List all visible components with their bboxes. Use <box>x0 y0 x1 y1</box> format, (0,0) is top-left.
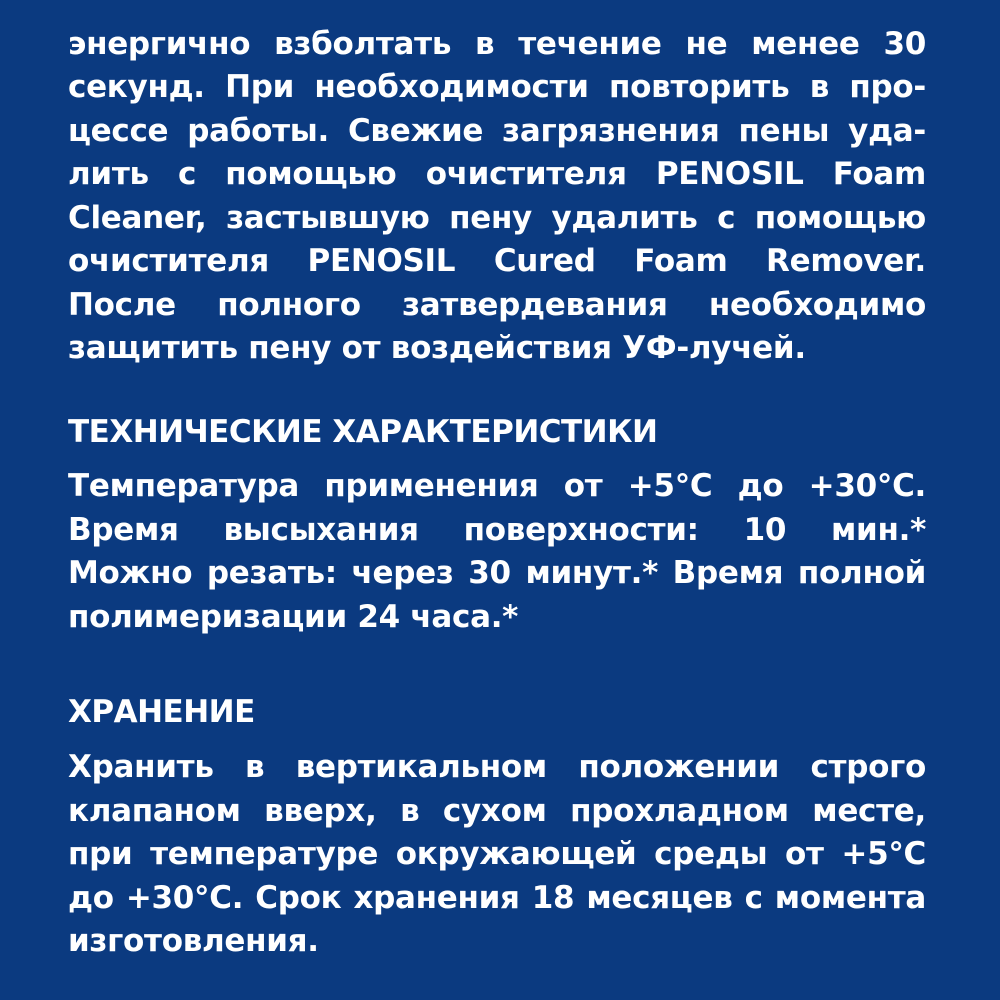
clipped-top-line <box>68 0 926 23</box>
text-line: секунд. При необходимости повторить в про- <box>68 69 926 105</box>
storage-heading: ХРАНЕНИЕ <box>68 694 255 730</box>
text-line: После полного затвердевания необходимо <box>68 286 926 323</box>
text-line: Cleaner, застывшую пену удалить с помощью <box>68 199 926 236</box>
technical-heading: ТЕХНИЧЕСКИЕ ХАРАКТЕРИСТИКИ <box>68 414 658 450</box>
text-line: Время высыхания поверхности: 10 мин.* <box>68 511 926 548</box>
text-line: изготовления. <box>68 923 319 959</box>
text-line: Можно резать: через 30 минут.* Время полной <box>68 555 926 591</box>
text-line: защитить пену от воздействия УФ-лучей. <box>68 330 806 366</box>
technical-paragraph <box>68 465 926 639</box>
storage-paragraph <box>68 746 926 964</box>
text-line: при температуре окружающей среды от +5°С <box>68 836 926 872</box>
usage-paragraph <box>68 0 926 371</box>
text-line: энергично взболтать в течение не менее 30 <box>68 25 926 62</box>
text-line: лить с помощью очистителя PENOSIL Foam <box>68 156 926 192</box>
text-line: до +30°С. Срок хранения 18 месяцев с момента <box>68 879 926 916</box>
text-line: очистителя PENOSIL Cured Foam Remover. <box>68 243 926 279</box>
text-line: цессе работы. Свежие загрязнения пены уда- <box>68 112 926 149</box>
text-line: Температура применения от +5°С до +30°С. <box>68 468 926 504</box>
text-line: полимеризации 24 часа.* <box>68 598 519 635</box>
text-line: Хранить в вертикальном положении строго <box>68 749 926 785</box>
text-line: клапаном вверх, в сухом прохладном месте, <box>68 792 926 829</box>
